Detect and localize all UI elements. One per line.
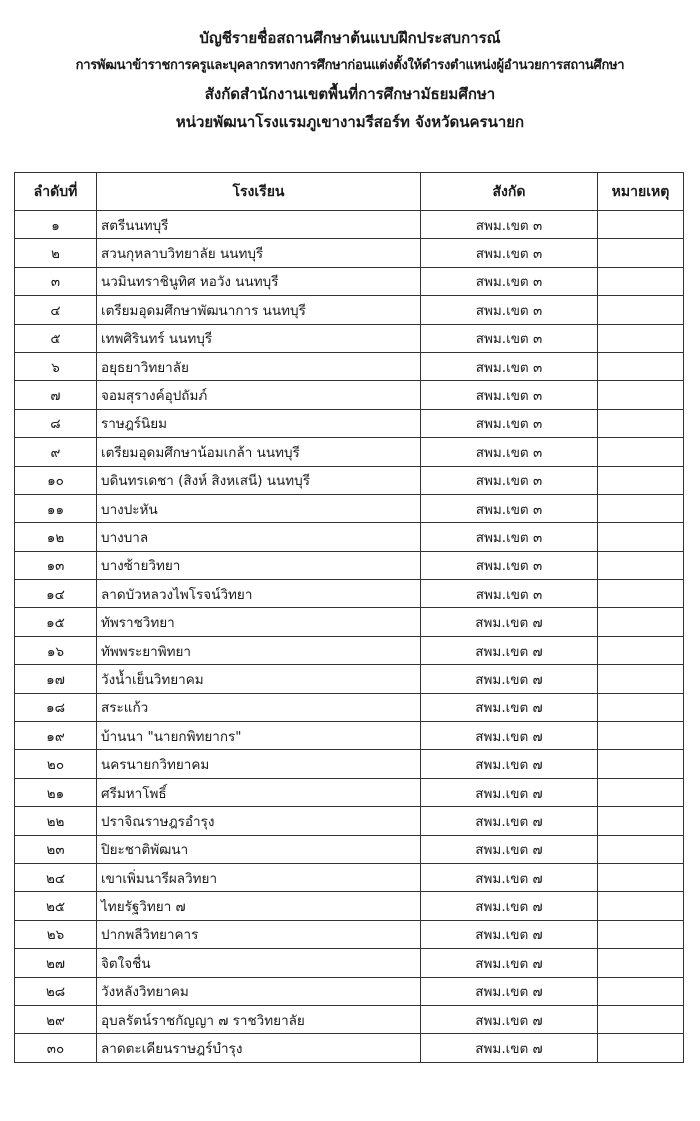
cell-office: สพม.เขต ๗ [421, 977, 598, 1005]
cell-no: ๒ [15, 239, 97, 267]
cell-no: ๒๐ [15, 750, 97, 778]
cell-note [598, 835, 684, 863]
cell-school: ปิยะชาติพัฒนา [97, 835, 421, 863]
table-row [15, 977, 684, 1005]
cell-school: เตรียมอุดมศึกษาพัฒนาการ นนทบุรี [97, 296, 421, 324]
cell-no: ๘ [15, 409, 97, 437]
cell-school: อยุธยาวิทยาลัย [97, 352, 421, 380]
cell-note [598, 863, 684, 891]
cell-office: สพม.เขต ๓ [421, 296, 598, 324]
cell-note [598, 636, 684, 664]
table-row [15, 750, 684, 778]
cell-note [598, 324, 684, 352]
cell-office: สพม.เขต ๗ [421, 949, 598, 977]
cell-note [598, 722, 684, 750]
cell-school: วังน้ำเย็นวิทยาคม [97, 665, 421, 693]
cell-office: สพม.เขต ๗ [421, 807, 598, 835]
cell-office: สพม.เขต ๓ [421, 523, 598, 551]
cell-no: ๔ [15, 296, 97, 324]
table-row [15, 949, 684, 977]
table-row [15, 892, 684, 920]
cell-no: ๑๗ [15, 665, 97, 693]
cell-office: สพม.เขต ๓ [421, 239, 598, 267]
cell-office: สพม.เขต ๓ [421, 211, 598, 239]
cell-school: สตรีนนทบุรี [97, 211, 421, 239]
cell-school: สวนกุหลาบวิทยาลัย นนทบุรี [97, 239, 421, 267]
cell-school: จิตใจชื่น [97, 949, 421, 977]
cell-office: สพม.เขต ๓ [421, 324, 598, 352]
cell-no: ๒๙ [15, 1005, 97, 1033]
table-row [15, 580, 684, 608]
table-row [15, 296, 684, 324]
cell-no: ๒๘ [15, 977, 97, 1005]
cell-office: สพม.เขต ๗ [421, 892, 598, 920]
cell-office: สพม.เขต ๗ [421, 608, 598, 636]
column-header-note: หมายเหตุ [598, 173, 684, 211]
cell-school: ลาดบัวหลวงไพโรจน์วิทยา [97, 580, 421, 608]
cell-school: ไทยรัฐวิทยา ๗ [97, 892, 421, 920]
cell-note [598, 1034, 684, 1062]
cell-school: นครนายกวิทยาคม [97, 750, 421, 778]
cell-no: ๑๒ [15, 523, 97, 551]
cell-office: สพม.เขต ๗ [421, 863, 598, 891]
title-line-3: สังกัดสำนักงานเขตพื้นที่การศึกษามัธยมศึกษา [204, 85, 496, 103]
cell-note [598, 296, 684, 324]
cell-office: สพม.เขต ๓ [421, 438, 598, 466]
cell-office: สพม.เขต ๗ [421, 693, 598, 721]
table-row [15, 636, 684, 664]
cell-office: สพม.เขต ๓ [421, 580, 598, 608]
column-header-office: สังกัด [421, 173, 598, 211]
cell-school: ปากพลีวิทยาคาร [97, 920, 421, 948]
cell-note [598, 892, 684, 920]
table-row [15, 438, 684, 466]
cell-school: ลาดตะเคียนราษฎร์บำรุง [97, 1034, 421, 1062]
cell-no: ๒๓ [15, 835, 97, 863]
cell-note [598, 807, 684, 835]
cell-note [598, 211, 684, 239]
cell-school: ปราจิณราษฎรอำรุง [97, 807, 421, 835]
cell-note [598, 523, 684, 551]
table-row [15, 693, 684, 721]
cell-school: บางปะหัน [97, 494, 421, 522]
cell-note [598, 949, 684, 977]
cell-no: ๒๔ [15, 863, 97, 891]
cell-school: เทพศิรินทร์ นนทบุรี [97, 324, 421, 352]
column-header-no: ลำดับที่ [15, 173, 97, 211]
cell-office: สพม.เขต ๓ [421, 466, 598, 494]
cell-office: สพม.เขต ๓ [421, 267, 598, 295]
cell-office: สพม.เขต ๗ [421, 722, 598, 750]
table-row [15, 352, 684, 380]
cell-office: สพม.เขต ๓ [421, 551, 598, 579]
cell-no: ๒๗ [15, 949, 97, 977]
cell-no: ๑๓ [15, 551, 97, 579]
cell-note [598, 1005, 684, 1033]
cell-note [598, 409, 684, 437]
school-list-table [14, 172, 684, 1063]
table-row [15, 523, 684, 551]
cell-note [598, 494, 684, 522]
cell-note [598, 239, 684, 267]
cell-school: ราษฎร์นิยม [97, 409, 421, 437]
cell-school: บ้านนา "นายกพิทยากร" [97, 722, 421, 750]
cell-no: ๑๙ [15, 722, 97, 750]
cell-no: ๖ [15, 352, 97, 380]
cell-school: เขาเพิ่มนารีผลวิทยา [97, 863, 421, 891]
cell-no: ๒๒ [15, 807, 97, 835]
cell-no: ๑๘ [15, 693, 97, 721]
cell-school: นวมินทราชินูทิศ หอวัง นนทบุรี [97, 267, 421, 295]
cell-no: ๑ [15, 211, 97, 239]
cell-school: เตรียมอุดมศึกษาน้อมเกล้า นนทบุรี [97, 438, 421, 466]
document-header [0, 24, 700, 136]
cell-note [598, 693, 684, 721]
cell-office: สพม.เขต ๗ [421, 636, 598, 664]
title-line-4: หน่วยพัฒนาโรงแรมภูเขางามรีสอร์ท จังหวัดนครนายก [175, 113, 525, 131]
cell-office: สพม.เขต ๓ [421, 381, 598, 409]
cell-note [598, 608, 684, 636]
cell-no: ๑๔ [15, 580, 97, 608]
cell-note [598, 778, 684, 806]
cell-no: ๒๕ [15, 892, 97, 920]
table-row [15, 267, 684, 295]
table-row [15, 722, 684, 750]
table-row [15, 863, 684, 891]
cell-note [598, 665, 684, 693]
cell-note [598, 580, 684, 608]
cell-office: สพม.เขต ๗ [421, 835, 598, 863]
table-row [15, 239, 684, 267]
table-row [15, 920, 684, 948]
table-body [15, 211, 684, 1063]
cell-school: ทัพราชวิทยา [97, 608, 421, 636]
table-row [15, 665, 684, 693]
cell-school: สระแก้ว [97, 693, 421, 721]
table-row [15, 466, 684, 494]
cell-school: บางซ้ายวิทยา [97, 551, 421, 579]
cell-note [598, 466, 684, 494]
cell-note [598, 750, 684, 778]
cell-note [598, 267, 684, 295]
cell-office: สพม.เขต ๗ [421, 778, 598, 806]
table-row [15, 778, 684, 806]
cell-school: จอมสุรางค์อุปถัมภ์ [97, 381, 421, 409]
table-row [15, 807, 684, 835]
cell-no: ๑๕ [15, 608, 97, 636]
table-row [15, 1005, 684, 1033]
cell-office: สพม.เขต ๓ [421, 409, 598, 437]
title-line-2: การพัฒนาข้าราชการครูและบุคลากรทางการศึกษาก่อนแต่งตั้งให้ดำรงตำแหน่งผู้อำนวยการสถานศึกษา [75, 58, 625, 73]
table-row [15, 835, 684, 863]
cell-school: อุบลรัตน์ราชกัญญา ๗ ราชวิทยาลัย [97, 1005, 421, 1033]
cell-note [598, 920, 684, 948]
cell-no: ๓ [15, 267, 97, 295]
cell-school: บางบาล [97, 523, 421, 551]
table-row [15, 409, 684, 437]
cell-no: ๒๑ [15, 778, 97, 806]
cell-school: บดินทรเดชา (สิงห์ สิงหเสนี) นนทบุรี [97, 466, 421, 494]
cell-office: สพม.เขต ๗ [421, 1034, 598, 1062]
table-row [15, 324, 684, 352]
table-header-row [15, 173, 684, 211]
cell-note [598, 352, 684, 380]
table-row [15, 381, 684, 409]
cell-no: ๕ [15, 324, 97, 352]
table-row [15, 494, 684, 522]
cell-note [598, 438, 684, 466]
cell-office: สพม.เขต ๗ [421, 1005, 598, 1033]
table-row [15, 608, 684, 636]
cell-no: ๗ [15, 381, 97, 409]
cell-office: สพม.เขต ๗ [421, 665, 598, 693]
table-row [15, 1034, 684, 1062]
cell-office: สพม.เขต ๗ [421, 920, 598, 948]
table-row [15, 551, 684, 579]
cell-office: สพม.เขต ๓ [421, 352, 598, 380]
cell-no: ๑๐ [15, 466, 97, 494]
cell-note [598, 551, 684, 579]
table-row [15, 211, 684, 239]
cell-no: ๑๖ [15, 636, 97, 664]
cell-note [598, 977, 684, 1005]
cell-note [598, 381, 684, 409]
cell-office: สพม.เขต ๗ [421, 750, 598, 778]
cell-no: ๙ [15, 438, 97, 466]
cell-no: ๓๐ [15, 1034, 97, 1062]
title-line-1: บัญชีรายชื่อสถานศึกษาต้นแบบฝึกประสบการณ์ [199, 29, 501, 47]
cell-school: ศรีมหาโพธิ์ [97, 778, 421, 806]
cell-no: ๒๖ [15, 920, 97, 948]
cell-office: สพม.เขต ๓ [421, 494, 598, 522]
cell-school: วังหลังวิทยาคม [97, 977, 421, 1005]
cell-no: ๑๑ [15, 494, 97, 522]
column-header-school: โรงเรียน [97, 173, 421, 211]
cell-school: ทัพพระยาพิทยา [97, 636, 421, 664]
